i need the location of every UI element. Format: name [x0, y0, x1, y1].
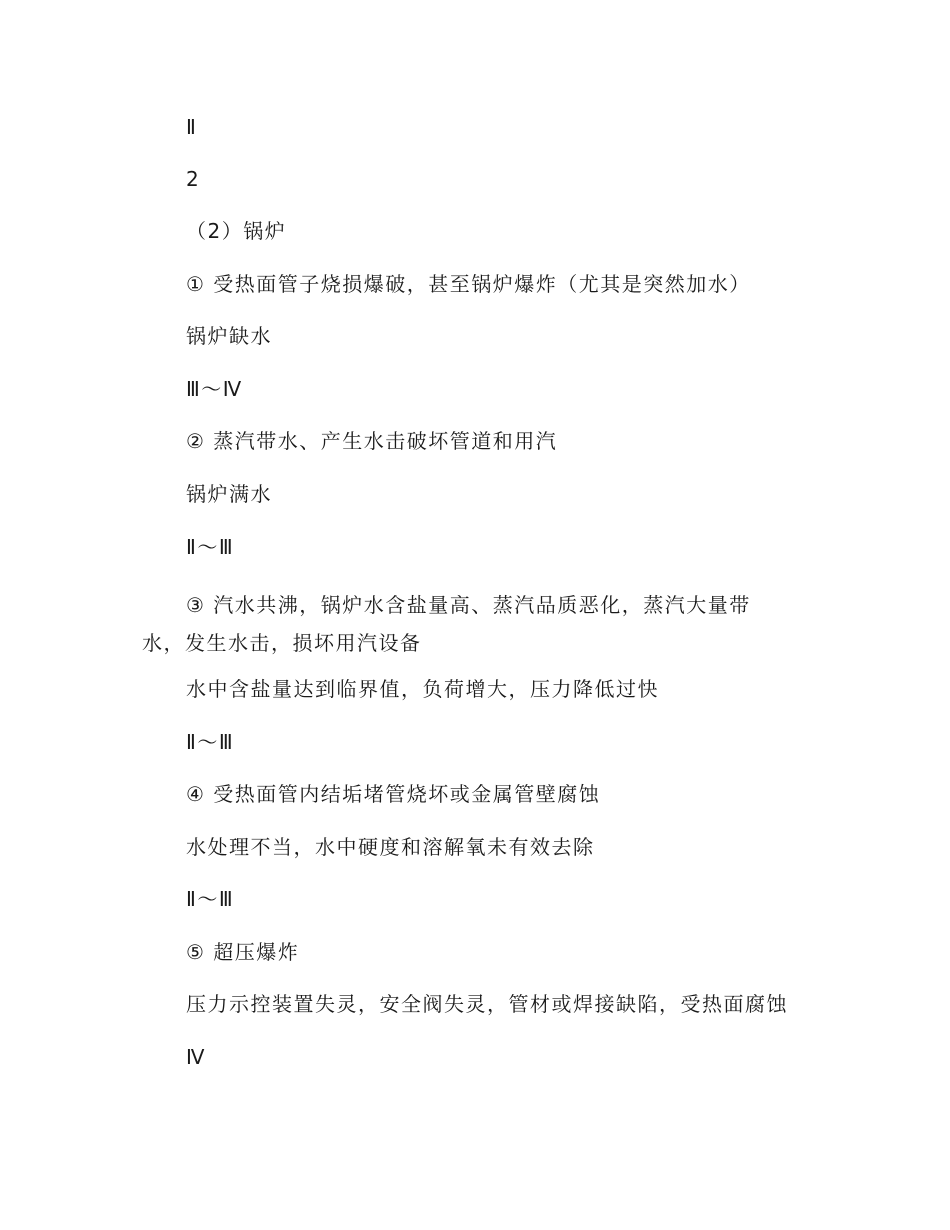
text-line: Ⅳ	[186, 1045, 206, 1069]
text-line: Ⅲ～Ⅳ	[186, 377, 243, 401]
text-line: 水处理不当，水中硬度和溶解氧未有效去除	[186, 835, 595, 859]
text-line: ④ 受热面管内结垢堵管烧坏或金属管壁腐蚀	[186, 782, 601, 806]
text-line: ① 受热面管子烧损爆破，甚至锅炉爆炸（尤其是突然加水）	[186, 272, 751, 296]
text-line: 水中含盐量达到临界值，负荷增大，压力降低过快	[186, 677, 659, 701]
text-line: Ⅱ～Ⅲ	[186, 535, 235, 559]
text-line: 锅炉满水	[186, 482, 272, 506]
text-line: Ⅱ	[186, 115, 198, 139]
text-line: 压力示控装置失灵，安全阀失灵，管材或焊接缺陷，受热面腐蚀	[186, 992, 788, 1016]
text-line: Ⅱ～Ⅲ	[186, 730, 235, 754]
text-line: Ⅱ～Ⅲ	[186, 887, 235, 911]
text-line: （2）锅炉	[186, 219, 287, 243]
text-line: ⑤ 超压爆炸	[186, 940, 300, 964]
text-line: 2	[186, 167, 201, 191]
text-line: ② 蒸汽带水、产生水击破坏管道和用汽	[186, 429, 558, 453]
text-line: 锅炉缺水	[186, 324, 272, 348]
text-paragraph: ③ 汽水共沸，锅炉水含盐量高、蒸汽品质恶化，蒸汽大量带水，发生水击，损坏用汽设备	[142, 593, 751, 655]
